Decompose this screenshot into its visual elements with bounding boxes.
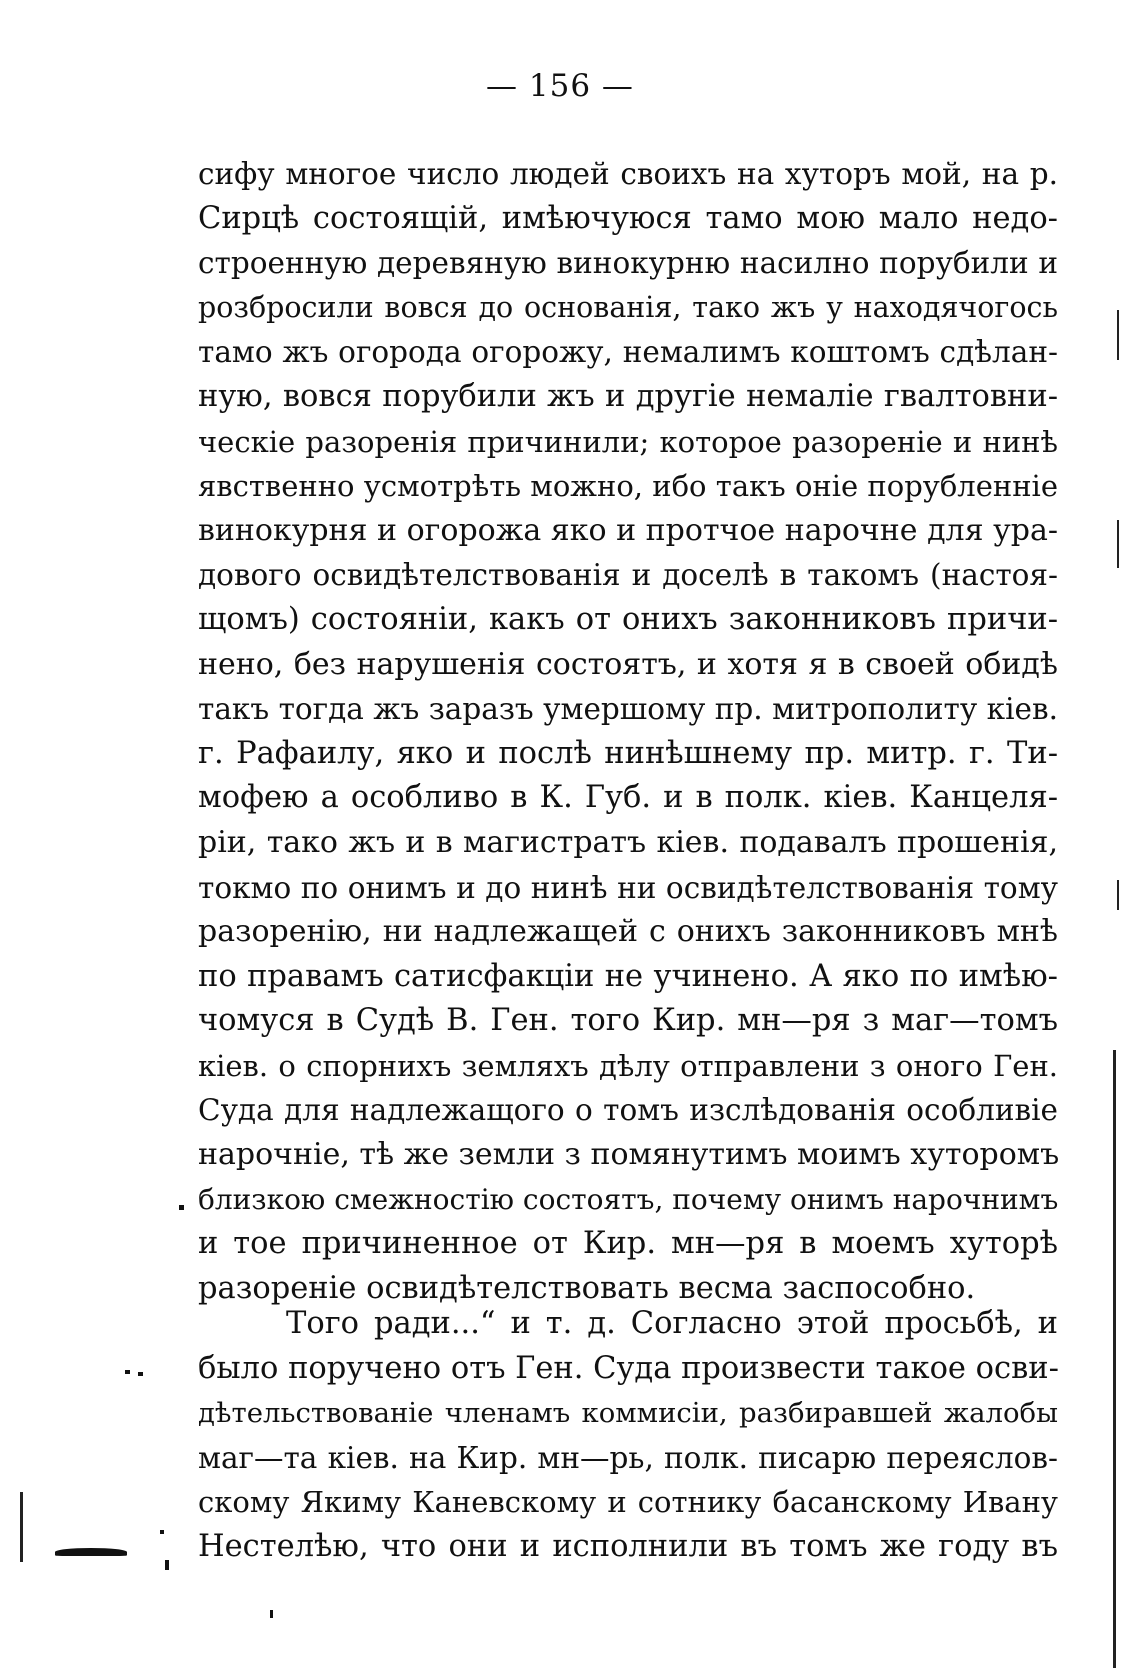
text-line: розбросили вовся до основанія, тако жъ у находячогось — [198, 290, 1058, 324]
text-line: такъ тогда жъ заразъ умершому пр. митрополиту кiев. — [198, 692, 1058, 727]
scan-speck — [179, 1205, 184, 1210]
text-line: разоренію, ни надлежащей с онихъ законниковъ мнѣ — [198, 914, 1058, 950]
scan-edge-left — [20, 1492, 23, 1562]
text-line: разореніе освидѣтелствовать весма заспособно. — [198, 1270, 976, 1306]
scan-speck — [125, 1370, 130, 1374]
text-line: маг—та кiев. на Кир. мн—рь, полк. писарю переяслов- — [198, 1440, 1058, 1475]
scan-speck — [138, 1372, 143, 1376]
text-line: кiев. о спорнихъ земляхъ дѣлу отправлени з оного Ген. — [198, 1048, 1058, 1083]
text-line: г. Рафаилу, яко и послѣ нинѣшнему пр. митр. г. Ти- — [198, 735, 1058, 771]
text-line: Суда для надлежащого о томъ изслѣдованія особливіе — [198, 1093, 1058, 1128]
text-line: тамо жъ огорода огорожу, немалимъ коштомъ сдѣлан- — [198, 335, 1058, 370]
text-line: строенную деревяную винокурню насилно порубили и — [198, 246, 1058, 281]
text-line: чомуся в Судѣ В. Ген. того Кир. мн—ря з маг—томъ — [198, 1003, 1058, 1039]
text-line: явственно усмотрѣть можно, ибо такъ оніе порубленніе — [198, 469, 1058, 504]
text-line: Нестелѣю, что они и исполнили въ томъ же году въ — [198, 1528, 1058, 1564]
text-line: Того ради...“ и т. д. Согласно этой просьбѣ, и — [286, 1306, 1058, 1341]
text-line: винокурня и огорожа яко и протчое нарочне для ура- — [198, 512, 1058, 548]
scan-speck — [160, 1530, 164, 1534]
scan-smudge — [55, 1548, 127, 1556]
paragraph-2 — [198, 1302, 1058, 1570]
text-line: токмо по онимъ и до нинѣ ни освидѣтелствованія тому — [198, 870, 1058, 905]
paragraph-1 — [198, 152, 1058, 1311]
text-line: Сирцѣ состоящій, имѣючуюся тамо мою мало недо- — [198, 200, 1058, 236]
text-line: ную, вовся порубили жъ и другіе немаліе гвалтовни- — [198, 378, 1058, 414]
scan-edge-right — [1117, 880, 1119, 910]
text-line: дѣтельствованіе членамъ коммисіи, разбиравшей жалобы — [198, 1397, 1058, 1430]
text-line: дового освидѣтелствованія и доселѣ в такомъ (настоя- — [198, 558, 1058, 593]
text-line: было поручено отъ Ген. Суда произвести такое осви- — [198, 1350, 1059, 1386]
text-line: скому Якиму Каневскому и сотнику басанскому Ивану — [198, 1485, 1058, 1520]
text-line: близкою смежностію состоятъ, почему онимъ нарочнимъ — [198, 1182, 1059, 1216]
scan-speck — [165, 1560, 169, 1570]
text-line: ріи, тако жъ и в магистратъ кiев. подавалъ прошенія, — [198, 824, 1058, 860]
text-line: и тое причиненное от Кир. мн—ря в моемъ хуторѣ — [198, 1226, 1058, 1262]
scan-edge-right — [1117, 310, 1119, 360]
page-number: — 156 — — [486, 68, 634, 104]
text-line: мофею а особливо в К. Губ. и в полк. кiев. Канцеля- — [198, 780, 1058, 816]
text-line: по правамъ сатисфакціи не учинено. А яко по имѣю- — [198, 958, 1058, 994]
text-line: сифу многое число людей своихъ на хуторъ мой, на р. — [198, 157, 1058, 191]
text-line: нено, без нарушенія состоятъ, и хотя я в своей обидѣ — [198, 646, 1058, 682]
text-line: щомъ) состояніи, какъ от онихъ законниковъ причи- — [198, 601, 1058, 637]
scan-edge-right — [1113, 1050, 1116, 1668]
scan-edge-right — [1117, 520, 1119, 568]
text-line: нарочніе, тѣ же земли з помянутимъ моимъ хуторомъ — [198, 1137, 1060, 1173]
scan-speck — [270, 1610, 273, 1618]
text-line: ческіе разоренія причинили; которое разореніе и нинѣ — [198, 424, 1058, 459]
